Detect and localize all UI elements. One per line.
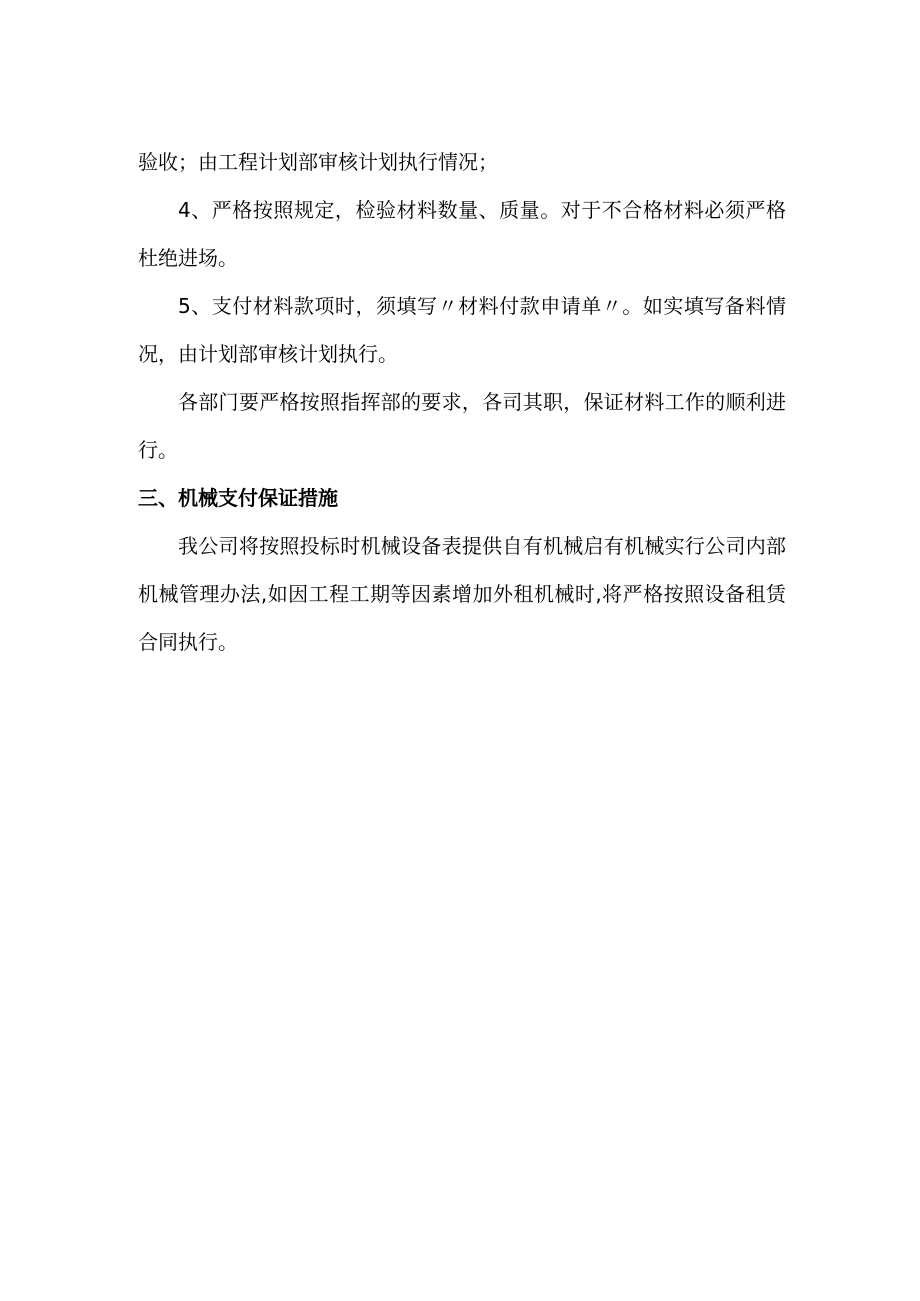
paragraph-departments: 各部门要严格按照指挥部的要求，各司其职，保证材料工作的顺利进行。: [138, 390, 786, 462]
paragraph-item-4: 4、严格按照规定，检验材料数量、质量。对于不合格材料必须严格杜绝进场。: [138, 198, 786, 270]
paragraph-item-5: 5、支付材料款项时，须填写〃材料付款申请单〃。如实填写备料情况，由计划部审核计划执行。: [138, 294, 786, 366]
document-body: [138, 138, 786, 666]
paragraph-machinery: 我公司将按照投标时机械设备表提供自有机械启有机械实行公司内部机械管理办法,如因工程工期等因素增加外租机械时,将严格按照设备租赁合同执行。: [138, 534, 786, 654]
paragraph-acceptance: 验收；由工程计划部审核计划执行情况；: [138, 150, 498, 174]
section-heading-machinery: 三、机械支付保证措施: [138, 486, 338, 510]
